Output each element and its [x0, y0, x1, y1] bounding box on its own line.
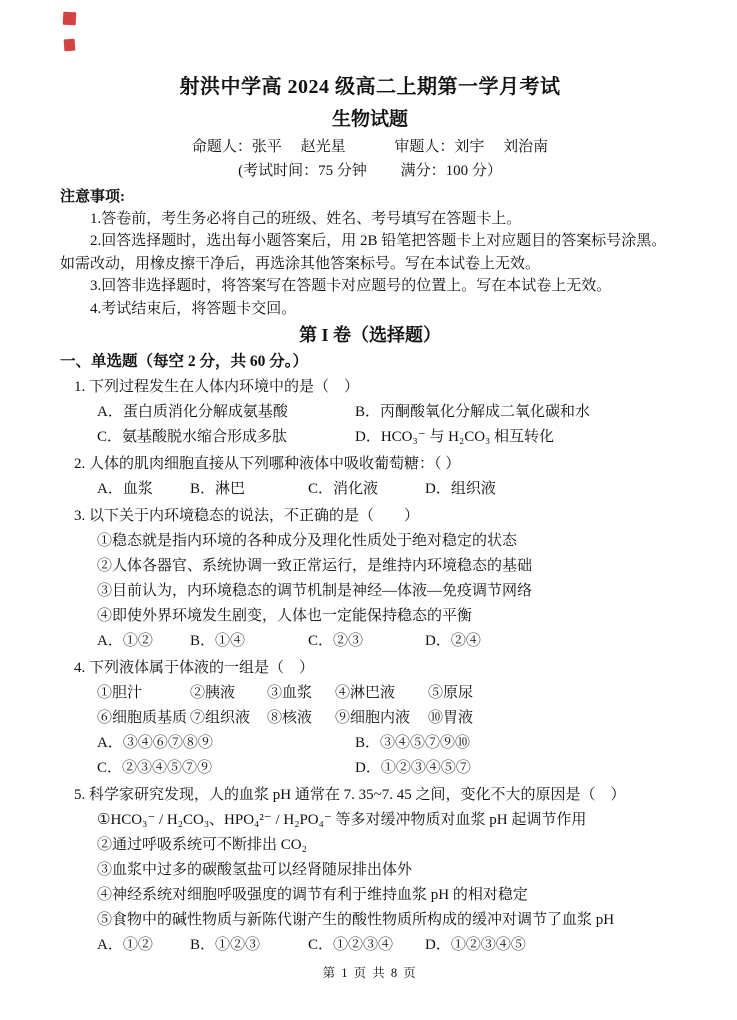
question-2-option-b: B．淋巴 [190, 481, 246, 498]
question-4-item-3: ③血浆 [267, 685, 313, 702]
question-type-heading: 一、单选题（每空 2 分，共 60 分。） [60, 353, 309, 371]
question-4-item-4: ④淋巴液 [335, 685, 396, 702]
question-5-statement-2: ②通过呼吸系统可不断排出 CO₂ [97, 837, 307, 854]
question-3-statement-1: ①稳态就是指内环境的各种成分及理化性质处于绝对稳定的状态 [97, 533, 518, 550]
red-stamp-mark-2 [64, 39, 76, 52]
question-4-item-6: ⑥细胞质基质 [97, 710, 188, 727]
notice-item-3: 3.回答非选择题时，将答案写在答题卡对应题号的位置上。写在本试卷上无效。 [90, 278, 612, 295]
question-2-option-d: D．组织液 [425, 481, 496, 498]
question-4-item-2: ②胰液 [190, 685, 236, 702]
question-2-option-c: C．消化液 [308, 481, 379, 498]
question-5-statement-1: ①HCO₃⁻ / H₂CO₃、HPO₄²⁻ / H₂PO₄⁻ 等多对缓冲物质对血浆 pH 起调节作用 [97, 812, 587, 829]
question-4-option-d: D．①②③④⑤⑦ [355, 760, 471, 777]
question-2-option-a: A．血浆 [97, 481, 153, 498]
notice-item-4: 4.考试结束后，将答题卡交回。 [90, 300, 297, 317]
question-5-option-c: C．①②③④ [308, 937, 394, 954]
question-3-statement-2: ②人体各器官、系统协调一致正常运行，是维持内环境稳态的基础 [97, 558, 533, 575]
question-3-statement-3: ③目前认为，内环境稳态的调节机制是神经—体液—免疫调节网络 [97, 583, 533, 600]
notice-heading: 注意事项: [60, 189, 125, 205]
question-1-option-d: D．HCO₃⁻ 与 H₂CO₃ 相互转化 [355, 429, 555, 446]
question-5 [60, 783, 680, 958]
question-3-stem: 3. 以下关于内环境稳态的说法，不正确的是（ ） [74, 508, 420, 525]
question-2 [60, 452, 680, 502]
question-4-item-5: ⑤原尿 [428, 685, 474, 702]
question-5-stem: 5. 科学家研究发现，人的血浆 pH 通常在 7. 35~7. 45 之间，变化不大的原因是（ ） [74, 787, 626, 804]
page-title: 射洪中学高 2024 级高二上期第一学月考试 [179, 76, 561, 98]
notice-item-1: 1.答卷前，考生务必将自己的班级、姓名、考号填写在答题卡上。 [90, 211, 522, 227]
question-5-statement-5: ⑤食物中的碱性物质与新陈代谢产生的酸性物质所构成的缓冲对调节了血浆 pH [97, 912, 615, 929]
exam-subject-title: 生物试题 [331, 109, 408, 130]
examiners-line: 命题人：张平 赵光星 审题人：刘宇 刘治南 [191, 139, 549, 155]
page-footer: 第 1 页 共 8 页 [322, 966, 418, 981]
question-4-item-10: ⑩胃液 [428, 710, 474, 727]
question-4-item-1: ①胆汁 [97, 685, 143, 702]
question-5-statement-4: ④神经系统对细胞呼吸强度的调节有利于维持血浆 pH 的相对稳定 [97, 887, 528, 904]
question-3-statement-4: ④即使外界环境发生剧变，人体也一定能保持稳态的平衡 [97, 608, 473, 625]
question-5-option-a: A．①② [97, 937, 153, 954]
exam-info-line: (考试时间：75 分钟 满分：100 分） [238, 163, 502, 179]
question-3-option-a: A．①② [97, 633, 153, 650]
question-3-option-c: C．②③ [308, 633, 364, 650]
question-4-option-b: B．③④⑤⑦⑨⑩ [355, 735, 471, 752]
question-4 [60, 656, 680, 781]
question-2-stem: 2. 人体的肌肉细胞直接从下列哪种液体中吸收葡萄糖：（ ） [74, 456, 461, 473]
notice-section [60, 186, 680, 320]
question-5-option-b: B．①②③ [190, 937, 261, 954]
question-1-option-b: B．丙酮酸氧化分解成二氧化碳和水 [355, 404, 591, 421]
question-4-option-a: A．③④⑥⑦⑧⑨ [97, 735, 213, 752]
question-4-option-c: C．②③④⑤⑦⑨ [97, 760, 213, 777]
red-stamp-mark-1 [63, 12, 77, 26]
question-4-item-7: ⑦组织液 [190, 710, 251, 727]
question-1-option-a: A．蛋白质消化分解成氨基酸 [97, 404, 288, 421]
question-4-item-9: ⑨细胞内液 [335, 710, 411, 727]
question-1-option-c: C．氨基酸脱水缩合形成多肽 [97, 429, 288, 446]
question-3-option-b: B．①④ [190, 633, 246, 650]
notice-item-2: 2.回答选择题时，选出每小题答案后，用 2B 铅笔把答题卡上对应题目的答案标号涂黑。如需改动，用橡皮擦干净后，再选涂其他答案标号。写在本试卷上无效。 [60, 233, 667, 272]
question-5-statement-3: ③血浆中过多的碳酸氢盐可以经肾随尿排出体外 [97, 862, 413, 879]
question-4-stem: 4. 下列液体属于体液的一组是（ ） [74, 660, 315, 677]
question-1-stem: 1. 下列过程发生在人体内环境中的是（ ） [74, 379, 360, 396]
question-3-option-d: D．②④ [425, 633, 481, 650]
section-title: 第 I 卷（选择题） [298, 325, 441, 346]
question-1 [60, 375, 680, 450]
question-5-option-d: D．①②③④⑤ [425, 937, 526, 954]
question-4-item-8: ⑧核液 [267, 710, 313, 727]
question-3 [60, 504, 680, 654]
